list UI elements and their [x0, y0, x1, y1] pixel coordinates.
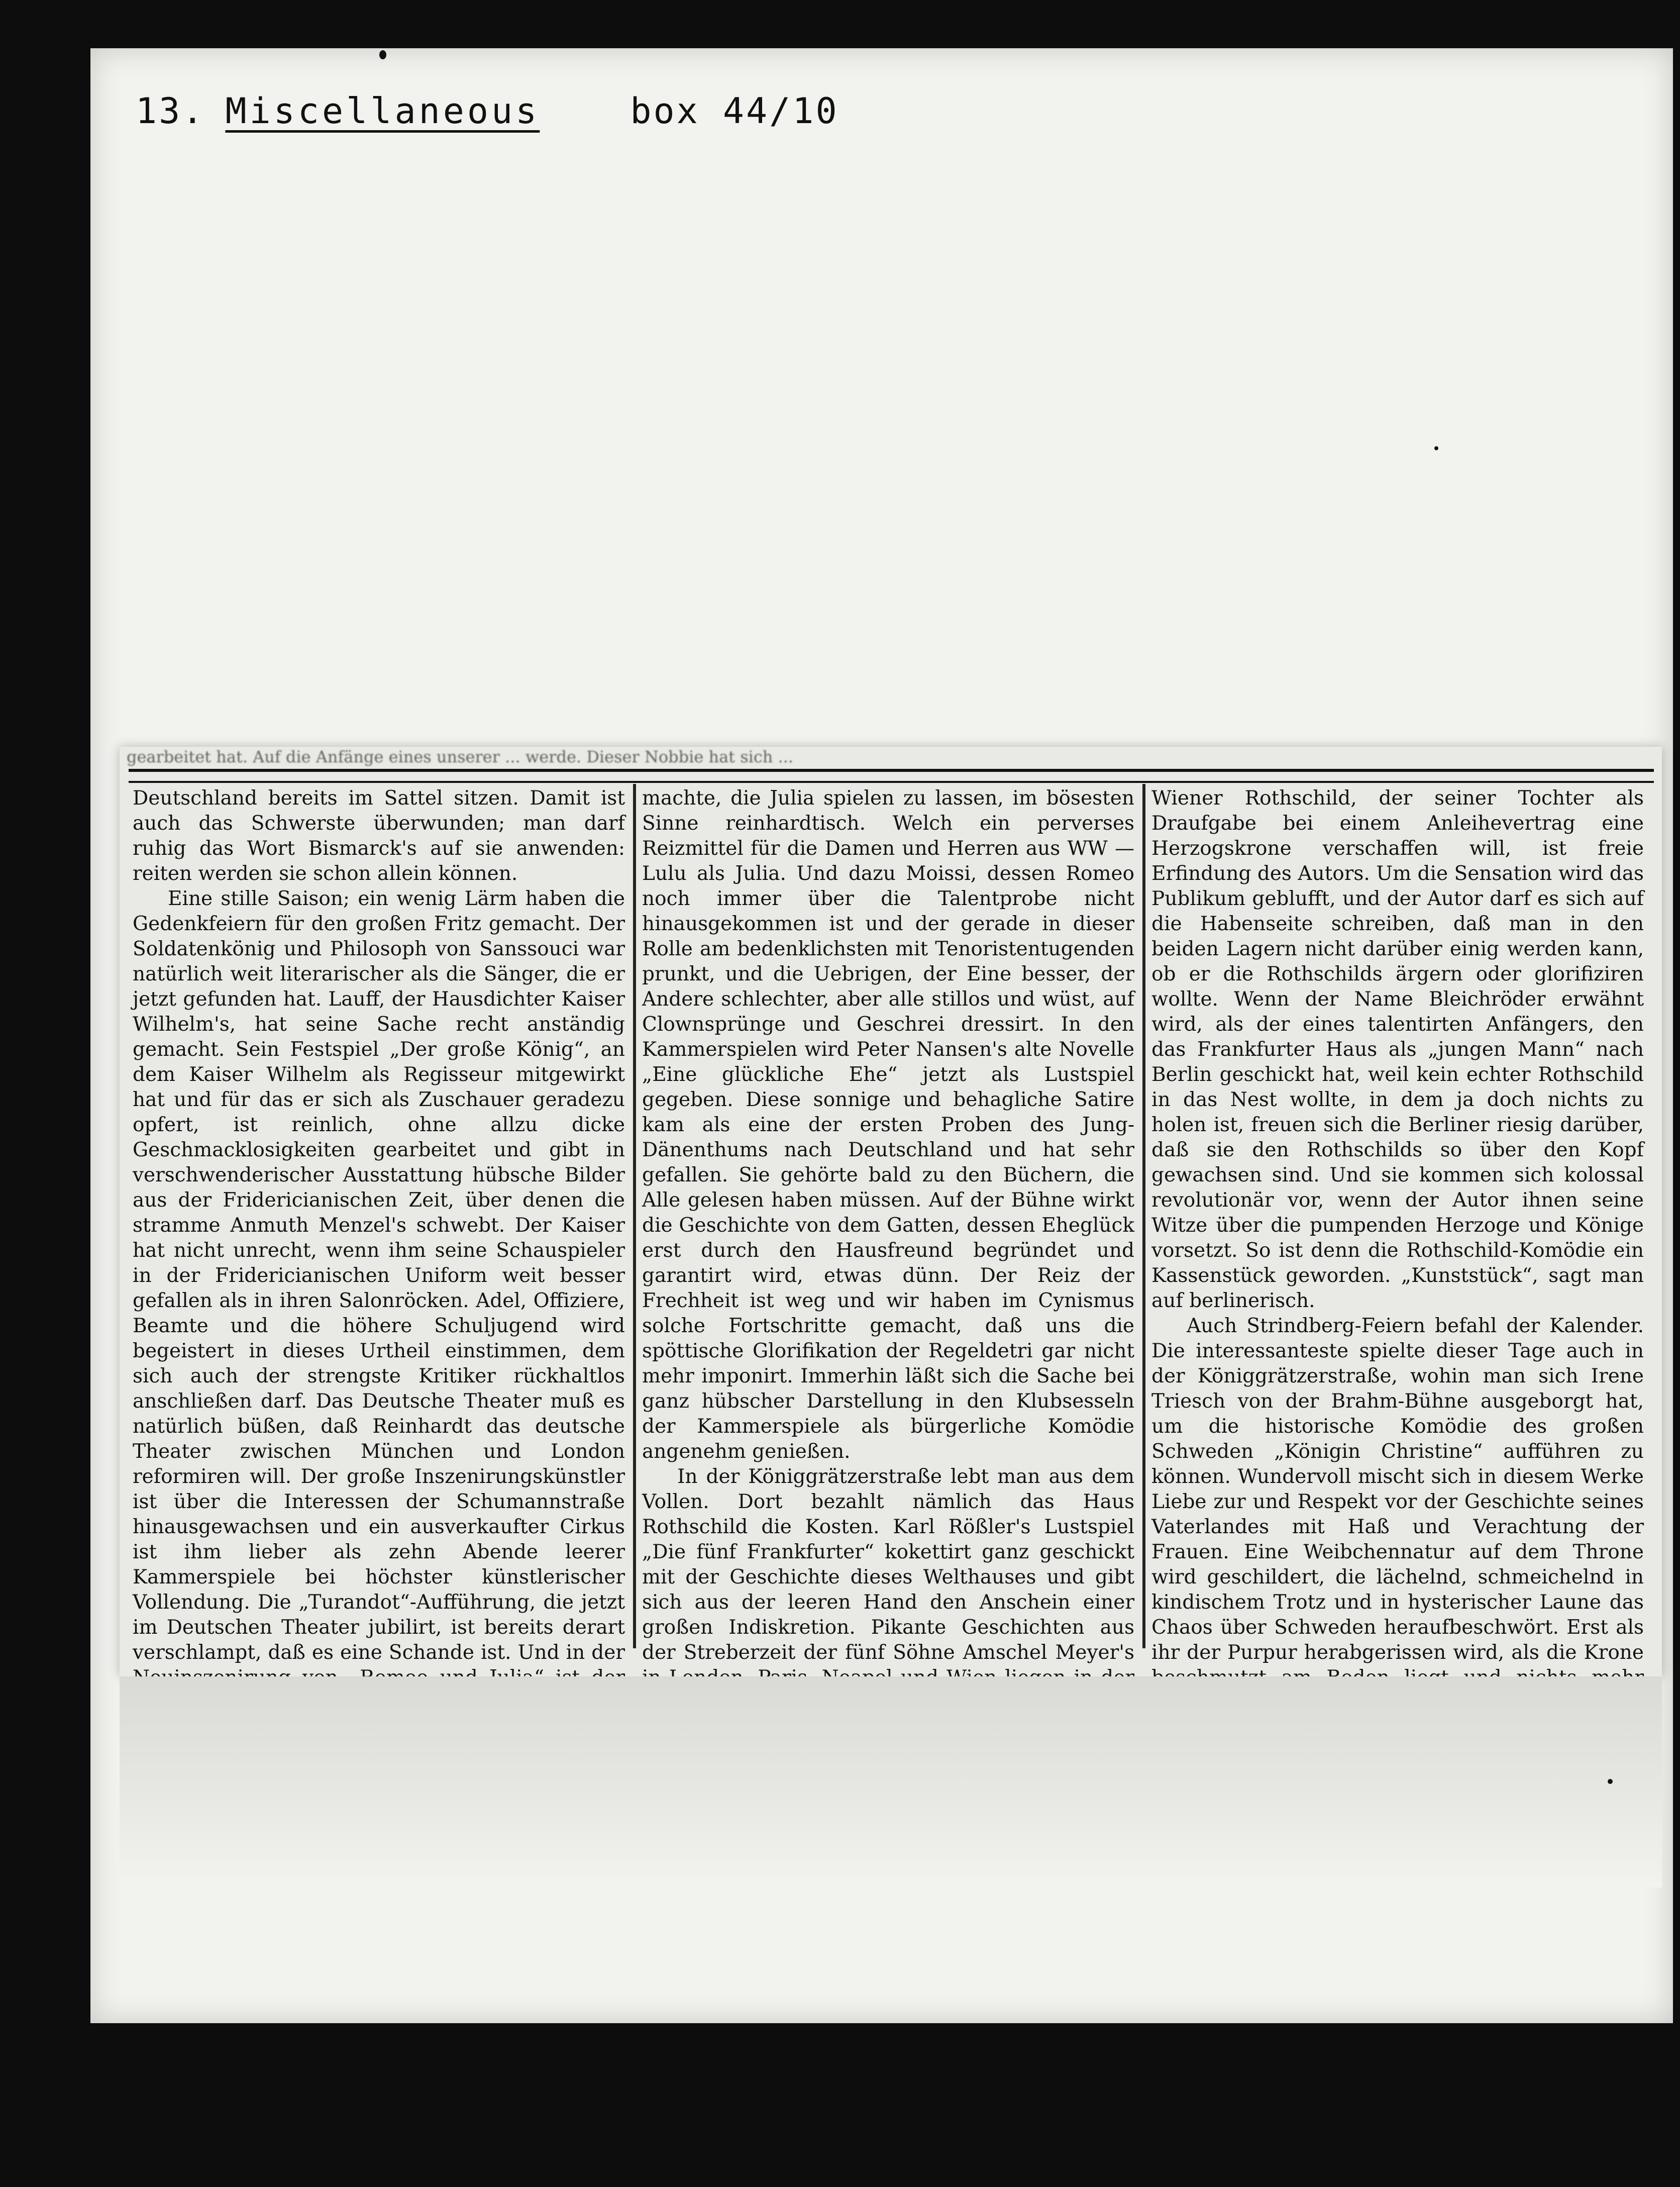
article-columns — [129, 784, 1654, 1664]
article-column-2 — [638, 784, 1140, 1664]
folder-category: Miscellaneous — [225, 90, 540, 132]
paragraph: machte, die Julia spielen zu lassen, im bösesten Sinne reinhardtisch. Welch ein perverses Reizmittel für die Damen und Herren aus WW — Lulu als Julia. Und dazu Moissi, dessen Romeo noch immer über die Talentprobe nicht hinausgekommen ist und der gerade in dieser Rolle am bedenklichsten mit Tenoristentugenden prunkt, und die Uebrigen, der Eine besser, der Andere schlechter, aber alle stillos und wüst, auf Clownsprünge und Geschrei dressirt. In den Kammerspielen wird Peter Nansen's alte Novelle „Eine glückliche Ehe“ jetzt als Lustspiel gegeben. Diese sonnige und behagliche Satire kam als eine der ersten Proben des Jung-Dänenthums nach Deutschland und hat sehr gefallen. Sie gehörte bald zu den Büchern, die Alle gelesen haben müssen. Auf der Bühne wirkt die Geschichte von dem Gatten, dessen Eheglück erst durch den Hausfreund begründet und garantirt wird, etwas dünn. Der Reiz der Frechheit ist weg und wir haben im Cynismus solche Fortschritte gemacht, daß uns die spöttische Glorifikation der Regeldetri gar nicht mehr imponirt. Immerhin läßt sich die Sache bei ganz hübscher Darstellung in den Klubsesseln der Kammerspiele als bürgerliche Komödie angenehm genießen. — [642, 787, 1134, 1463]
paragraph: Wiener Rothschild, der seiner Tochter als Draufgabe bei einem Anleihevertrag eine Herzogskrone verschaffen will, ist freie Erfindung des Autors. Um die Sensation wird das Publikum geblufft, und der Autor darf es sich auf die Habenseite schreiben, daß man in den beiden Lagern nicht darüber einig werden kann, ob er die Rothschilds ärgern oder glorifiziren wollte. Wenn der Name Bleichröder erwähnt wird, als der eines talentirten Anfängers, den das Frankfurter Haus als „jungen Mann“ nach Berlin geschickt hat, weil kein echter Rothschild in das Nest wollte, in dem ja doch nichts zu holen ist, freuen sich die Berliner riesig darüber, daß sie den Rothschilds so über den Kopf gewachsen sind. Und sie kommen sich kolossal revolutionär vor, wenn der Autor ihnen seine Witze über die pumpenden Herzoge und Könige vorsetzt. So ist denn die Rothschild-Komödie ein Kassenstück geworden. „Kunststück“, sagt man auf berlinerisch. — [1151, 787, 1644, 1312]
article-column-3 — [1147, 784, 1650, 1664]
column-divider — [633, 784, 636, 1648]
paragraph: Auch Strindberg-Feiern befahl der Kalender. Die interessanteste spielte dieser Tage auch in der Königgrätzerstraße, wohin man sich Irene Triesch von der Brahm-Bühne ausgeborgt hat, um die historische Komödie des großen Schweden „Königin Christine“ aufführen zu können. Wundervoll mischt sich in diesem Werke Liebe zur und Respekt vor der Geschichte seines Vaterlandes mit Haß und Verachtung der Frauen. Eine Weibchennatur auf dem Throne wird geschildert, die lächelnd, schmeichelnd in kindischem Trotz und in hysterischer Laune das Chaos über Schweden heraufbeschwört. Erst als ihr der Purpur herabgerissen wird, als die Krone — [1151, 1315, 1644, 1664]
paragraph: In der Königgrätzerstraße lebt man aus dem Vollen. Dort bezahlt nämlich das Haus Rothschild die Kosten. Karl Rößler's Lustspiel „Die fünf Frankfurter“ kokettirt ganz geschickt mit der Geschichte dieses Welthauses und gibt sich aus der leeren Hand den Anschein einer großen Indiskretion. Pikante Geschichten aus der Streberzeit der fünf Söhne Amschel Meyer's — [642, 1465, 1134, 1664]
box-label: box 44/10 — [630, 90, 839, 132]
archive-header — [136, 90, 839, 146]
scan-speck — [1608, 1779, 1613, 1784]
paragraph: Deutschland bereits im Sattel sitzen. Damit ist auch das Schwerste überwunden; man darf ruhig das Wort Bismarck's auf sie anwenden: reiten werden sie schon allein können. — [133, 787, 625, 885]
paper-shadow — [120, 1676, 1662, 1887]
cut-off-text-line: gearbeitet hat. Auf die Anfänge eines unserer ... werde. Dieser Nobbie hat sich ... — [127, 747, 794, 766]
folder-number: 13. — [136, 90, 205, 132]
double-rule-divider — [129, 769, 1654, 783]
column-divider — [1142, 784, 1145, 1648]
article-column-1 — [129, 784, 631, 1664]
scan-speck — [379, 50, 386, 59]
scan-speck — [1434, 446, 1438, 450]
newspaper-clipping — [120, 747, 1662, 1676]
paragraph: Eine stille Saison; ein wenig Lärm haben die Gedenkfeiern für den großen Fritz gemacht. Der Soldatenkönig und Philosoph von Sanssouci war natürlich weit literarischer als die Sänger, die er jetzt gefunden hat. Lauff, der Hausdichter Kaiser Wilhelm's, hat seine Sache recht anständig gemacht. Sein Festspiel „Der große König“, an dem Kaiser Wilhelm als Regisseur mitgewirkt hat und für das er sich als Zuschauer geradezu opfert, ist reinlich, ohne allzu dicke Geschmacklosigkeiten gearbeitet und gibt in verschwenderischer Ausstattung hübsche Bilder aus der Fridericianischen Zeit, über denen die stramme Anmuth Menzel's schwebt. Der Kaiser hat nicht unrecht, wenn ihm seine Schauspieler in der Fridericianischen Uniform weit besser gefallen als in ihren Salonröcken. Adel, Offiziere, Beamte und die höhere Schuljugend wird begeistert in dieses Urtheil einstimmen, dem sich auch der strengste Kritiker rückhaltlos anschließen darf. Das Deutsche Theater muß es natürlich büßen, daß Reinhardt das deutsche Theater zwischen München und London reformiren will. Der große Inszenirungskünstler ist über die Interessen der Schumannstraße hinausgewachsen und ein ausverkaufter Cirkus ist ihm lieber als zehn Abende leerer Kammerspiele bei höchster künstlerischer Vollendung. Die „Turandot“-Aufführung, die jetzt im Deutschen Theater jubilirt, ist bereits derart verschlampt, daß es eine Schande ist. Und in der — [133, 887, 625, 1664]
